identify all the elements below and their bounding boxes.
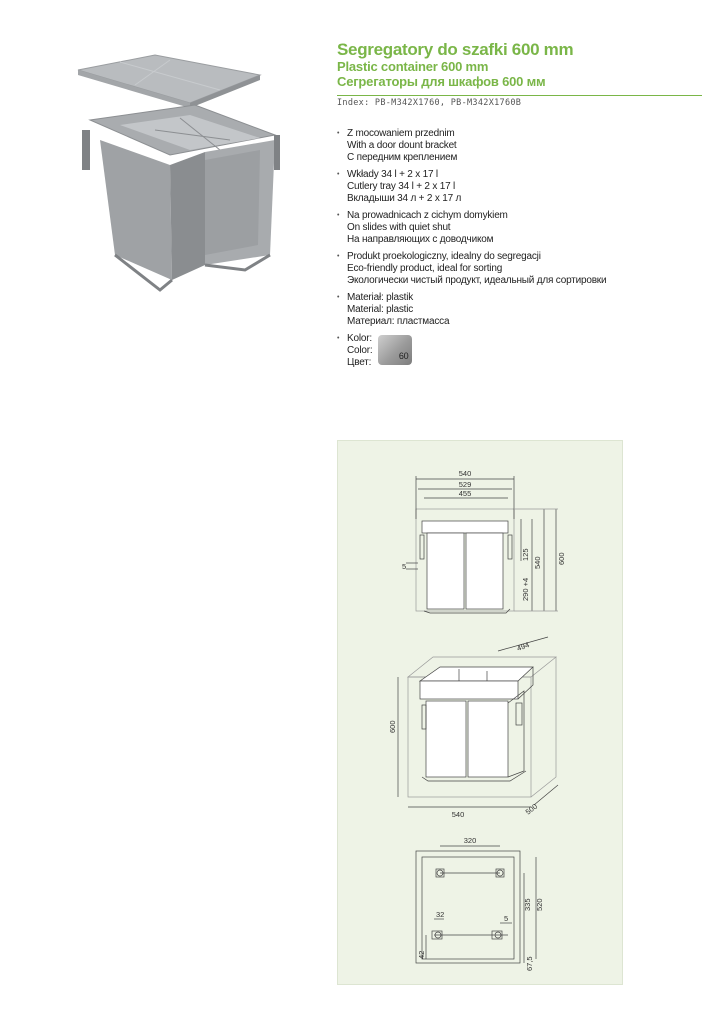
technical-drawings — [338, 441, 622, 984]
front-view-drawing — [406, 476, 558, 613]
title-divider — [337, 95, 702, 96]
dim-plan-32: 32 — [436, 910, 445, 919]
dim-front-5: 5 — [402, 562, 407, 571]
dim-iso-494: 494 — [515, 640, 531, 653]
dim-front-540-side: 540 — [533, 556, 542, 569]
dim-front-290: 290 +4 — [521, 577, 530, 601]
isometric-view-drawing — [398, 637, 558, 807]
feature-inserts: • Wkłady 34 l + 2 x 17 l Cutlery tray 34 l + 2 x 17 l Вкладыши 34 л + 2 x 17 л — [337, 169, 697, 205]
title-english: Plastic container 600 mm — [337, 59, 489, 74]
feature-slides: • Na prowadnicach z cichym domykiem On slides with quiet shut На направляющих с доводчиком — [337, 210, 697, 246]
product-index: Index: PB-M342X1760, PB-M342X1760B — [337, 98, 522, 108]
product-photo — [60, 40, 320, 310]
dim-plan-5: 5 — [504, 914, 509, 923]
title-block — [337, 40, 702, 89]
dim-iso-500: 500 — [523, 801, 540, 817]
feature-list — [337, 128, 697, 374]
color-swatch-code: 60 — [398, 351, 409, 361]
dim-front-529: 529 — [458, 480, 472, 489]
title-polish: Segregatory do szafki 600 mm — [337, 40, 574, 59]
dim-plan-67-5: 67,5 — [525, 956, 534, 971]
plan-view-drawing — [416, 846, 536, 963]
dim-iso-600: 600 — [388, 720, 397, 733]
feature-material: • Materiał: plastik Material: plastic Материал: пластмасса — [337, 292, 697, 328]
dim-iso-540: 540 — [451, 810, 465, 819]
dim-plan-42: 42 — [417, 950, 426, 959]
feature-color: • Kolor: Color: Цвет: 60 — [337, 333, 697, 369]
dim-plan-335: 335 — [523, 898, 532, 911]
dim-front-540-top: 540 — [458, 469, 472, 478]
dim-plan-320: 320 — [463, 836, 477, 845]
title-russian: Сегрегаторы для шкафов 600 мм — [337, 74, 546, 89]
dim-front-125: 125 — [521, 548, 530, 561]
color-swatch — [378, 335, 412, 365]
technical-drawings-panel — [337, 440, 623, 985]
dim-front-600: 600 — [557, 552, 566, 565]
feature-eco: • Produkt proekologiczny, idealny do segregacji Eco-friendly product, ideal for sorting Экологически чистый продукт, идеальный для сортировки — [337, 251, 697, 287]
dim-plan-520: 520 — [535, 898, 544, 911]
feature-mounting: • Z mocowaniem przednim With a door dount bracket С передним креплением — [337, 128, 697, 164]
dim-front-455: 455 — [458, 489, 472, 498]
